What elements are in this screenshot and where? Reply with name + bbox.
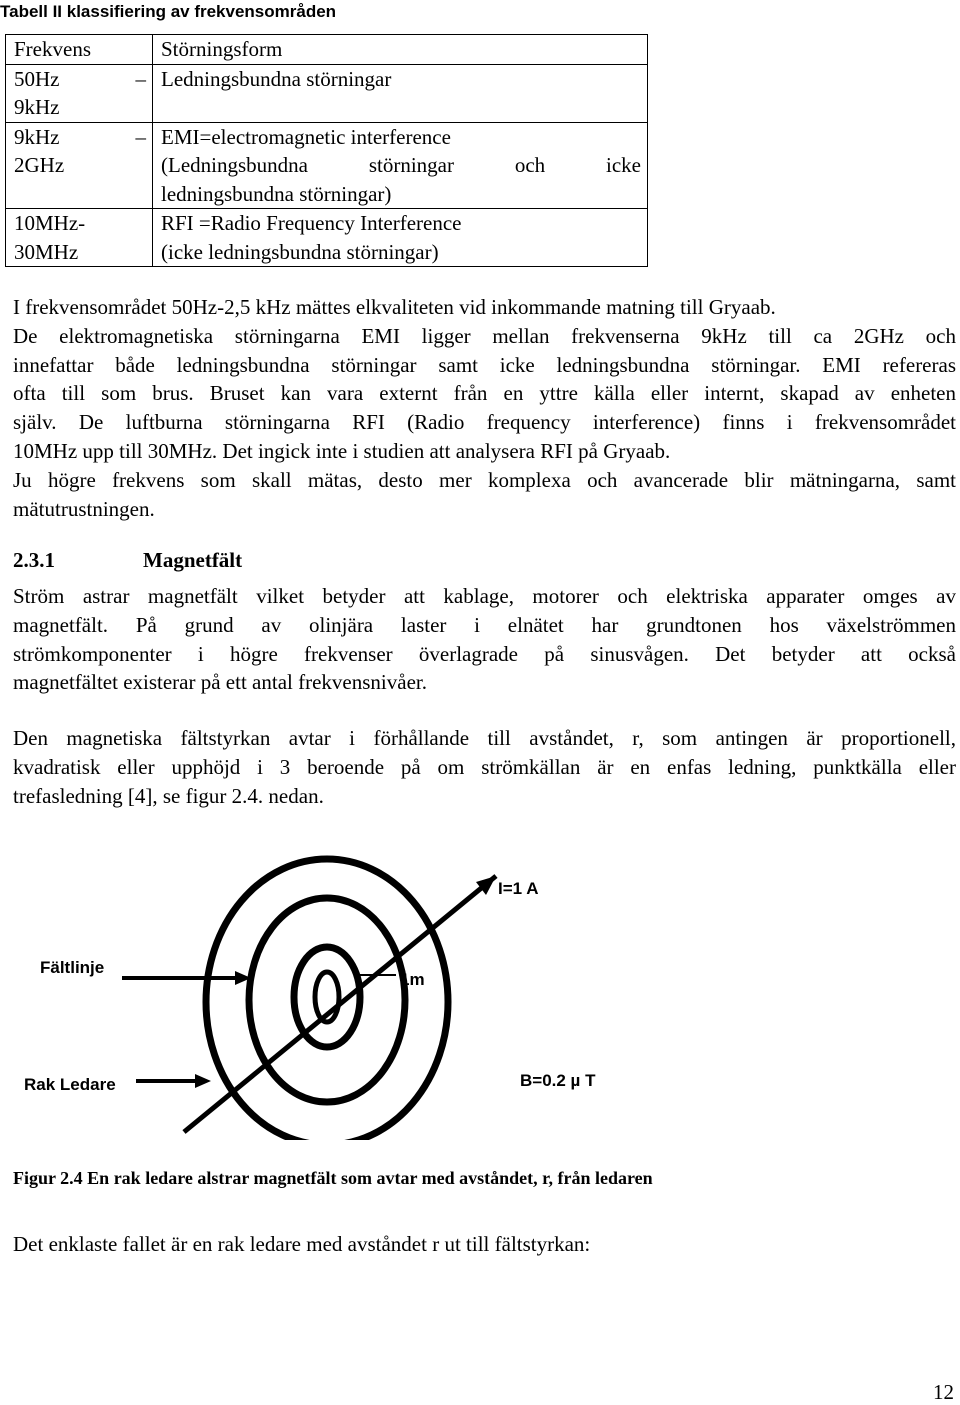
text-line: kvadratisk eller upphöjd i 3 beroende på om strömkällan är en enfas ledning, punktkälla eller: [13, 754, 956, 779]
table-header-row: [6, 35, 648, 65]
distance-label: 1m: [400, 970, 425, 989]
freq-end: 2GHz: [14, 153, 65, 177]
text-line: 10MHz upp till 30MHz. Det ingick inte i studien att analysera RFI på Gryaab.: [13, 438, 671, 463]
freq-end: 9kHz: [14, 95, 60, 119]
form-line: Ledningsbundna störningar: [161, 66, 392, 91]
header-storningsform: Störningsform: [153, 35, 648, 65]
text-line: själv. De luftburna störningarna RFI (Radio frequency interference) finns i frekvensområdet: [13, 410, 956, 435]
freq-end: 30MHz: [14, 239, 79, 264]
magnetic-field-figure: [14, 840, 654, 1140]
freq-dash: –: [135, 66, 146, 91]
form-cell: [153, 122, 648, 209]
freq-cell: [6, 64, 153, 122]
text-line: magnetfältet existerar på ett antal frekvensnivåer.: [13, 670, 427, 695]
form-line: RFI =Radio Frequency Interference: [161, 211, 462, 235]
paragraph-magnetic: [13, 582, 956, 697]
freq-start: 10MHz-: [14, 211, 86, 235]
flux-label: B=0.2 µ T: [520, 1071, 596, 1090]
freq-dash: –: [135, 124, 146, 149]
frequency-table: [5, 34, 648, 267]
form-line: (Ledningsbundna störningar och icke: [161, 153, 641, 177]
form-line: (icke ledningsbundna störningar): [161, 239, 439, 264]
text-line: trefasledning [4], se figur 2.4. nedan.: [13, 783, 324, 808]
text-line: magnetfält. På grund av olinjära laster i elnätet har grundtonen hos växelströmmen: [13, 612, 956, 637]
field-ring-middle: [249, 898, 405, 1102]
freq-cell: [6, 209, 153, 267]
table-row: [6, 122, 648, 209]
form-cell: [153, 64, 648, 122]
freq-start: 50Hz: [14, 66, 60, 91]
paragraph-simplest-case: [13, 1230, 956, 1259]
current-label: I=1 A: [498, 879, 539, 898]
paragraph-frequency: [13, 293, 956, 523]
section-number: 2.3.1: [13, 548, 55, 572]
figure-caption: Figur 2.4 En rak ledare alstrar magnetfält som avtar med avståndet, r, från ledaren: [13, 1168, 653, 1188]
table-caption: Tabell II klassifiering av frekvensområden: [0, 2, 337, 21]
form-cell: [153, 209, 648, 267]
field-line-label: Fältlinje: [40, 958, 105, 977]
page-number: 12: [933, 1380, 954, 1404]
text-line: De elektromagnetiska störningarna EMI ligger mellan frekvenserna 9kHz till ca 2GHz och: [13, 323, 956, 348]
text-line: Det enklaste fallet är en rak ledare med avståndet r ut till fältstyrkan:: [13, 1232, 591, 1256]
text-line: Den magnetiska fältstyrkan avtar i förhållande till avståndet, r, som antingen är proportionell,: [13, 726, 956, 750]
header-frekvens: Frekvens: [6, 35, 153, 65]
section-heading: [13, 548, 242, 573]
text-line: mätutrustningen.: [13, 496, 155, 521]
text-line: innefattar både ledningsbundna störningar samt icke ledningsbundna störningar. EMI refereras: [13, 352, 956, 377]
form-line: EMI=electromagnetic interference: [161, 124, 451, 149]
text-line: ofta till som brus. Bruset kan vara externt från en yttre källa eller internt, skapad av enheten: [13, 381, 956, 406]
form-line: ledningsbundna störningar): [161, 181, 392, 206]
text-line: Ström astrar magnetfält vilket betyder att kablage, motorer och elektriska apparater omges av: [13, 584, 956, 608]
conductor-arrowhead-label: [195, 1074, 211, 1088]
paragraph-field-strength: [13, 724, 956, 810]
section-title: Magnetfält: [143, 548, 243, 572]
text-line: strömkomponenter i högre frekvenser överlagrade på sinusvågen. Det betyder att också: [13, 641, 956, 666]
text-line: I frekvensområdet 50Hz-2,5 kHz mättes elkvaliteten vid inkommande matning till Gryaab.: [13, 295, 776, 319]
table-row: [6, 64, 648, 122]
table-row: [6, 209, 648, 267]
conductor-label: Rak Ledare: [24, 1075, 116, 1094]
freq-cell: [6, 122, 153, 209]
freq-start: 9kHz: [14, 124, 60, 149]
text-line: Ju högre frekvens som skall mätas, desto mer komplexa och avancerade blir mätningarna, samt: [13, 467, 956, 492]
